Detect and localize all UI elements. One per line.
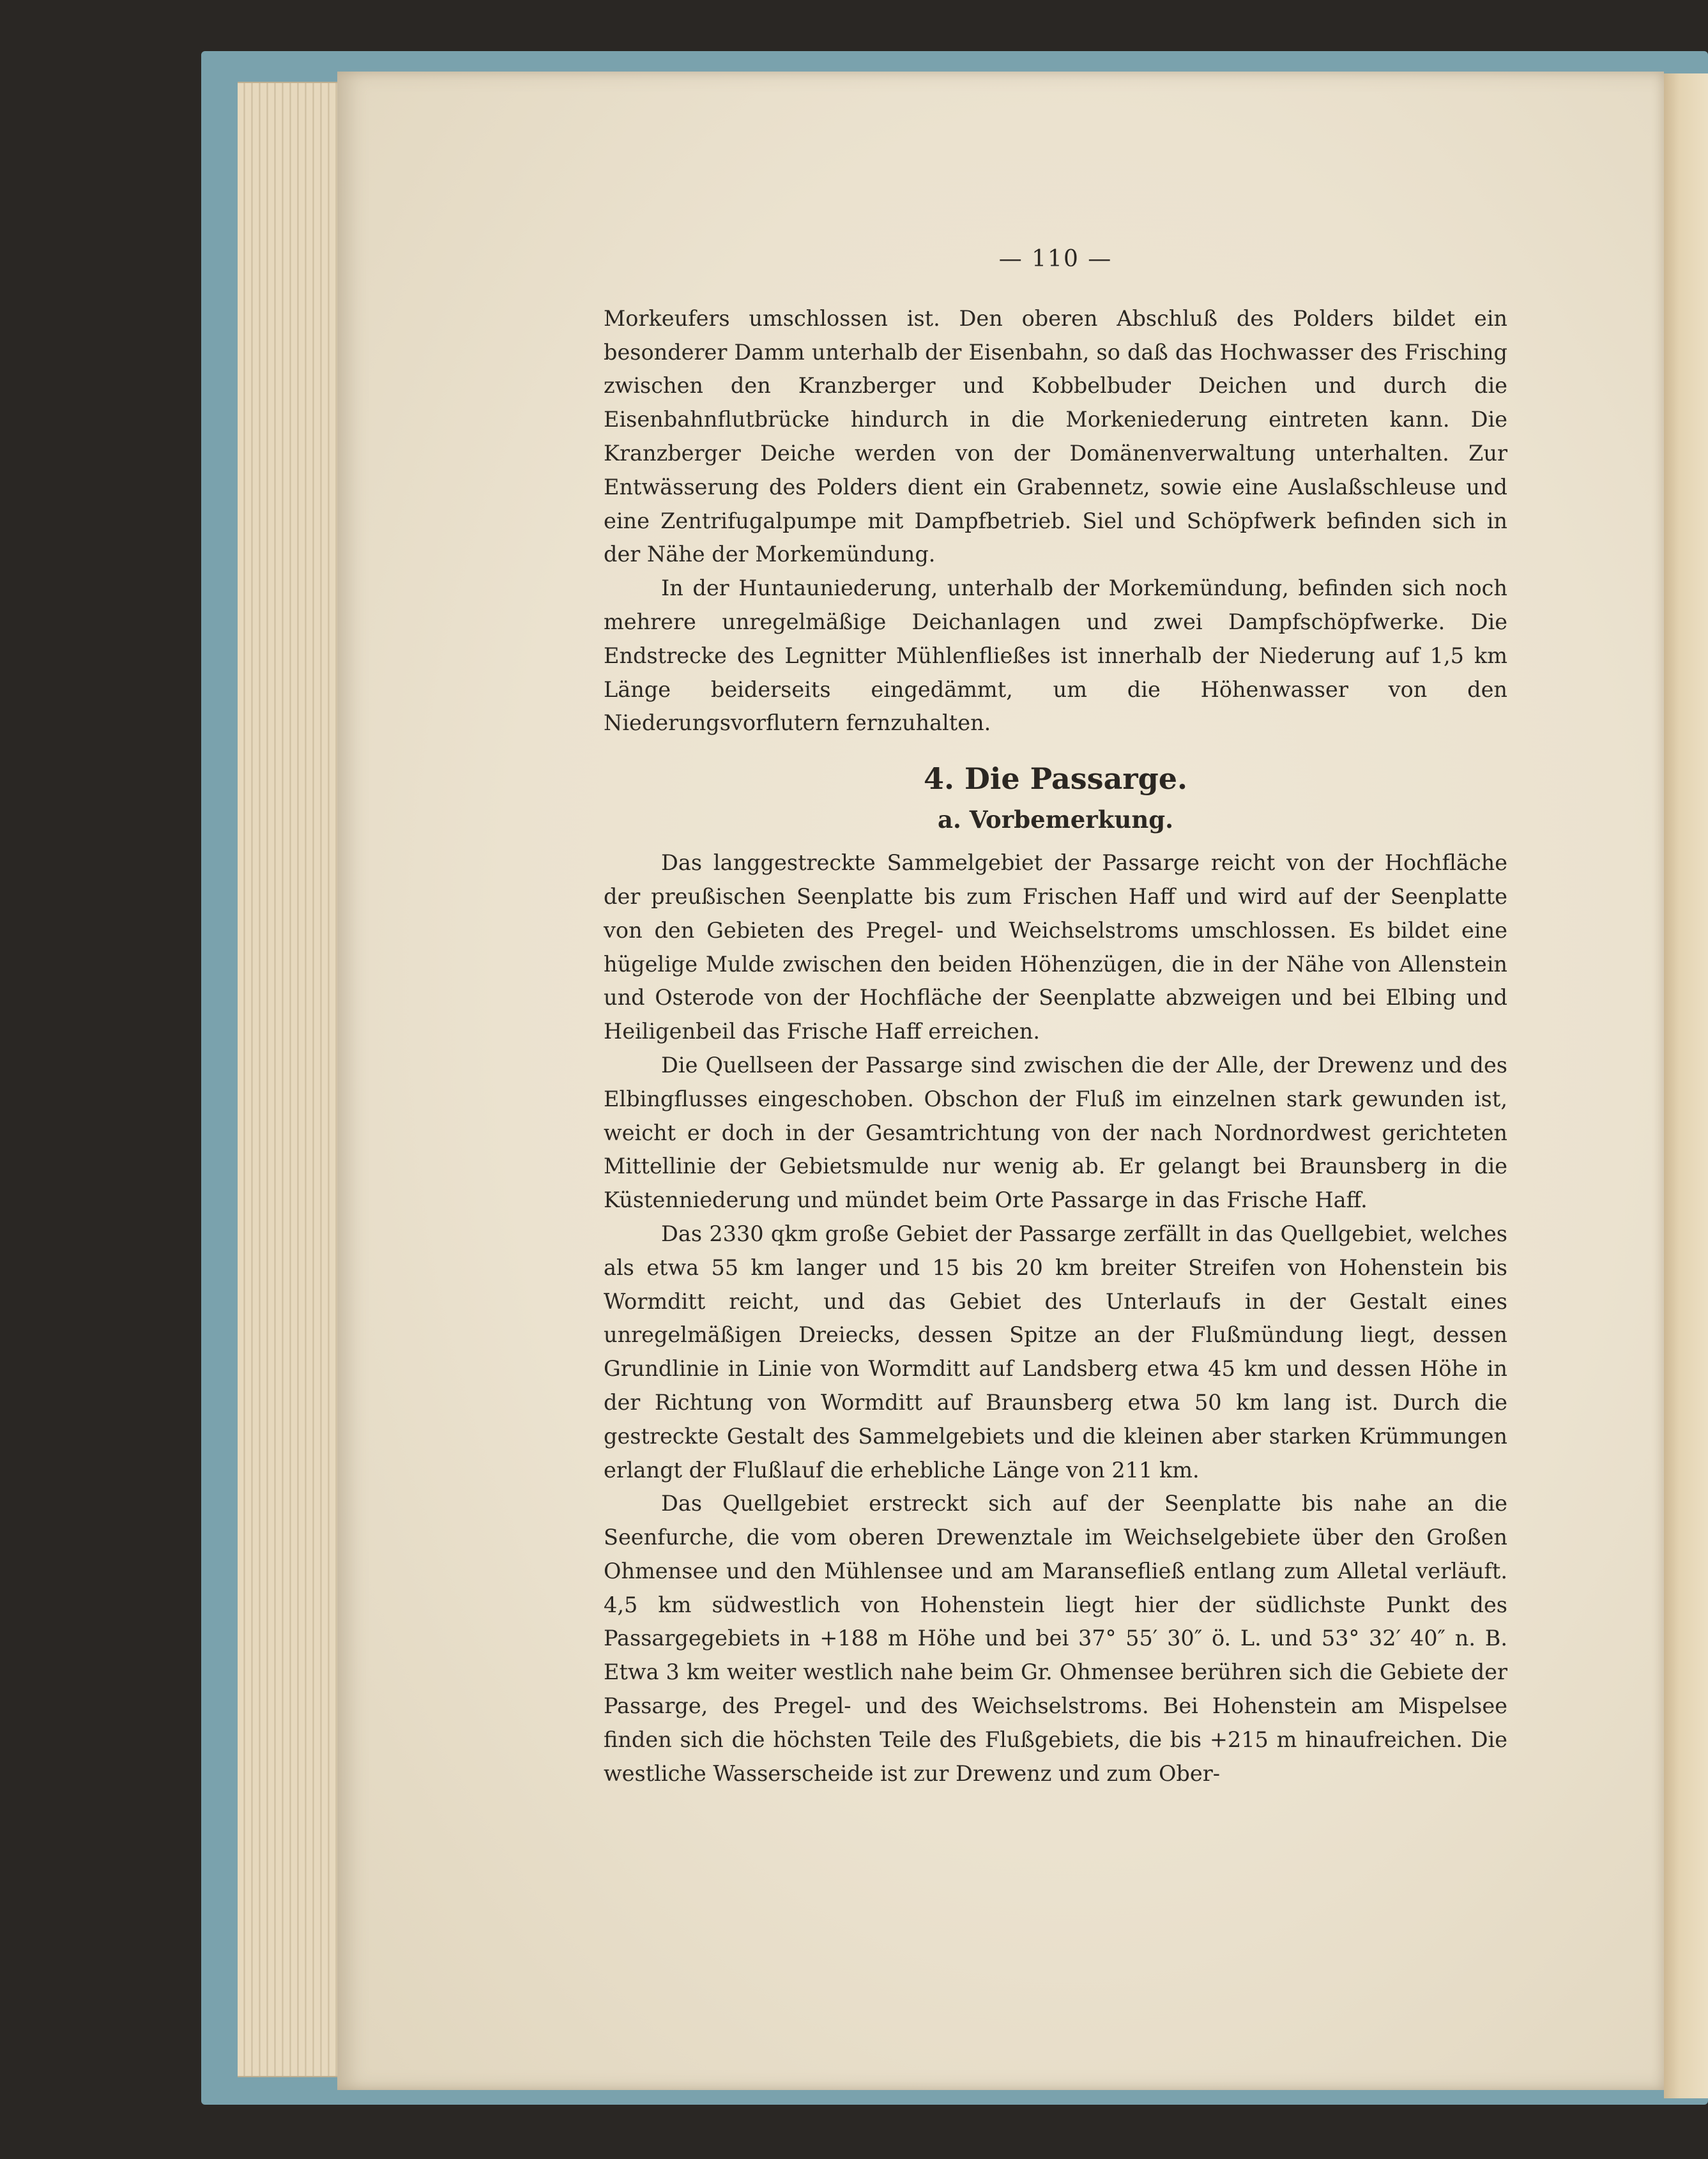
paragraph: Das 2330 qkm große Gebiet der Passarge zerfällt in das Quellgebiet, welches als etwa 55 km langer und 15 bis 20 km breiter Streifen von Hohenstein bis Wormditt reicht, und das Gebiet des Unterlaufs in der Gestalt eines unregelmäßigen Dreiecks, dessen Spitze an der Flußmündung liegt, dessen Grundlinie in Linie von Wormditt auf Landsberg etwa 45 km und dessen Höhe in der Richtung von Wormditt auf Braunsberg etwa 50 km lang ist. Durch die gestreckte Gestalt des Sammelgebiets und die kleinen aber starken Krümmungen erlangt der Flußlauf die erhebliche Länge von 211 km.	[604, 1221, 1507, 1483]
paragraph: Das Quellgebiet erstreckt sich auf der Seenplatte bis nahe an die Seenfurche, die vom oberen Drewenztale im Weichselgebiete über den Großen Ohmensee und den Mühlensee und am Maransefließ entlang zum Alletal verläuft. 4,5 km südwestlich von Hohenstein liegt hier der südlichste Punkt des Passargegebiets in +188 m Höhe und bei 37° 55′ 30″ ö. L. und 53° 32′ 40″ n. B. Etwa 3 km weiter westlich nahe beim Gr. Ohmensee berühren sich die Gebiete der Passarge, des Pregel- und des Weichselstroms. Bei Hohenstein am Mispelsee finden sich die höchsten Teile des Flußgebiets, die bis +215 m hinaufreichen. Die westliche Wasserscheide ist zur Drewenz und zum Ober-	[604, 1491, 1507, 1786]
page-text-block	[604, 243, 1507, 1790]
sub-heading: a. Vorbemerkung.	[937, 805, 1173, 834]
page-stack-edges	[238, 82, 340, 2077]
paragraph: Die Quellseen der Passarge sind zwischen die der Alle, der Drewenz und des Elbingflusses eingeschoben. Obschon der Fluß im einzelnen stark gewunden ist, weicht er doch in der Gesamtrichtung von der nach Nordnordwest gerichteten Mittellinie der Gebietsmulde nur wenig ab. Er gelangt bei Braunsberg in die Küstenniederung und mündet beim Orte Passarge in das Frische Haff.	[604, 1052, 1507, 1213]
page-number: — 110 —	[998, 246, 1113, 272]
paragraph: Morkeufers umschlossen ist. Den oberen Abschluß des Polders bildet ein besonderer Damm unterhalb der Eisenbahn, so daß das Hochwasser des Frisching zwischen den Kranzberger und Kobbelbuder Deichen und durch die Eisenbahnflutbrücke hindurch in die Morkeniederung eintreten kann. Die Kranzberger Deiche werden von der Domänenverwaltung unterhalten. Zur Entwässerung des Polders dient ein Grabennetz, sowie eine Auslaßschleuse und eine Zentrifugalpumpe mit Dampfbetrieb. Siel und Schöpfwerk befinden sich in der Nähe der Morkemündung.	[604, 305, 1507, 567]
paragraph: Das langgestreckte Sammelgebiet der Passarge reicht von der Hochfläche der preußischen Seenplatte bis zum Frischen Haff und wird auf der Seenplatte von den Gebieten des Pregel- und Weichselstroms umschlossen. Es bildet eine hügelige Mulde zwischen den beiden Höhenzügen, die in der Nähe von Allenstein und Osterode von der Hochfläche der Seenplatte abzweigen und bei Elbing und Heiligenbeil das Frische Haff erreichen.	[604, 850, 1507, 1044]
next-page-edge	[1664, 73, 1708, 2098]
section-heading: 4. Die Passarge.	[923, 761, 1188, 797]
paragraph: In der Huntauniederung, unterhalb der Morkemündung, befinden sich noch mehrere unregelmäßige Deichanlagen und zwei Dampfschöpfwerke. Die Endstrecke des Legnitter Mühlenfließes ist innerhalb der Niederung auf 1,5 km Länge beiderseits eingedämmt, um die Höhenwasser von den Niederungsvorflutern fernzuhalten.	[604, 576, 1507, 736]
